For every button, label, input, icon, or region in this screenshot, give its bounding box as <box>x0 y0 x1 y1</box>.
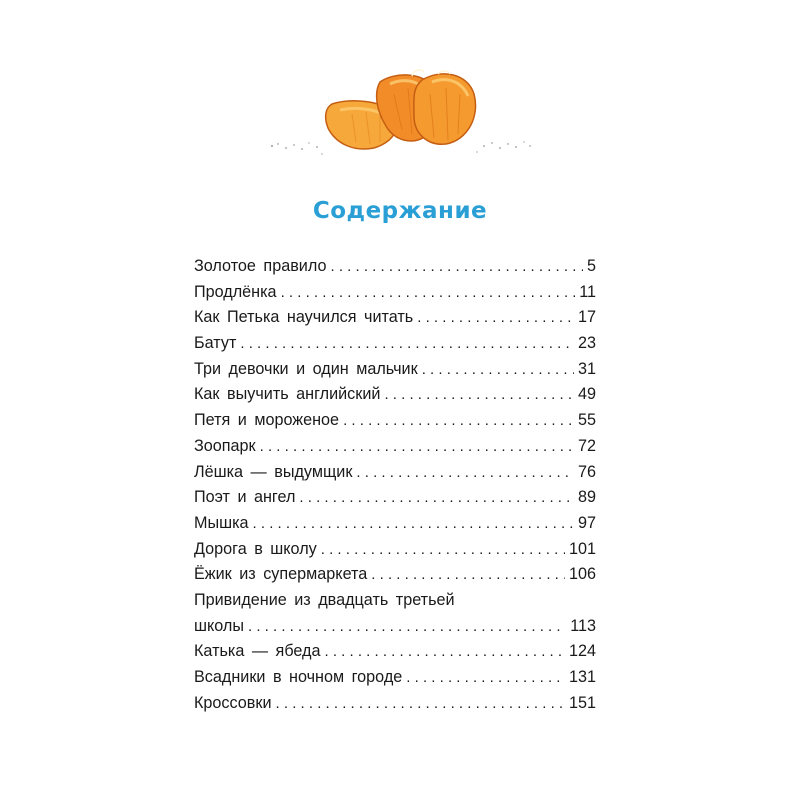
toc-entry-page-number: 5 <box>586 257 596 275</box>
toc-entry-page-number: 151 <box>568 693 596 712</box>
toc-entry-title: Три девочки и один мальчик <box>194 359 418 378</box>
dot-leader <box>384 382 574 408</box>
toc-entry-title: Поэт и ангел <box>194 488 296 507</box>
dot-leader <box>276 691 565 717</box>
dot-leader <box>371 562 565 588</box>
toc-entry <box>194 382 596 408</box>
toc-entry-title: Катька — ябеда <box>194 642 321 661</box>
toc-entry <box>194 639 596 665</box>
toc-entry <box>194 331 596 357</box>
toc-entry-title-continued: школы <box>194 616 244 635</box>
toc-entry-title: Ёжик из супермаркета <box>194 565 368 584</box>
table-of-contents <box>194 254 596 716</box>
toc-entry <box>194 408 596 434</box>
toc-entry-page-number: 55 <box>577 411 596 430</box>
dot-leader <box>321 537 565 563</box>
dot-leader <box>406 665 565 691</box>
dot-leader <box>253 511 574 537</box>
toc-entry-title: Зоопарк <box>194 436 256 455</box>
toc-entry-page-number: 101 <box>568 539 596 558</box>
speckles <box>271 141 531 154</box>
dot-leader <box>260 434 574 460</box>
toc-entry-title: Золотое правило <box>194 257 327 275</box>
toc-entry-page-number: 106 <box>568 565 596 584</box>
toc-entry-page-number: 76 <box>577 462 596 481</box>
toc-entry-page-number: 72 <box>577 436 596 455</box>
toc-entry-title: Кроссовки <box>194 693 272 712</box>
toc-entry <box>194 305 596 331</box>
mandarin-segment-right <box>414 74 476 144</box>
mandarin-segments-illustration <box>262 64 538 164</box>
toc-entry-page-number: 89 <box>577 488 596 507</box>
toc-entry-title: Продлёнка <box>194 282 277 301</box>
toc-entry <box>194 485 596 511</box>
toc-entry-page-number: 113 <box>570 616 596 635</box>
toc-entry <box>194 460 596 486</box>
toc-entry <box>194 280 596 306</box>
dot-leader <box>356 460 574 486</box>
toc-entry-title: Всадники в ночном городе <box>194 668 403 687</box>
toc-entry-page-number: 31 <box>577 359 596 378</box>
toc-entry <box>194 434 596 460</box>
page-title: Содержание <box>312 198 488 224</box>
toc-entry <box>194 357 596 383</box>
dot-leader <box>417 305 574 331</box>
toc-entry-title: Батут <box>194 334 237 353</box>
dot-leader <box>325 639 565 665</box>
toc-entry-title: Как выучить английский <box>194 385 381 404</box>
toc-entry-title: Дорога в школу <box>194 539 317 558</box>
toc-entry-title: Лёшка — выдумщик <box>194 462 353 481</box>
toc-entry-title: Мышка <box>194 513 249 532</box>
toc-entry <box>194 562 596 588</box>
toc-entry-page-number: 23 <box>577 334 596 353</box>
toc-entry-title: Петя и мороженое <box>194 411 340 430</box>
dot-leader <box>343 408 574 434</box>
dot-leader <box>240 331 574 357</box>
toc-entry-page-number: 11 <box>579 282 596 301</box>
toc-entry-title: Привидение из двадцать третьей <box>194 590 455 609</box>
dot-leader <box>299 485 574 511</box>
dot-leader <box>422 357 574 383</box>
toc-entry <box>194 254 596 280</box>
toc-entry <box>194 691 596 717</box>
dot-leader <box>248 614 566 640</box>
toc-entry-page-number: 49 <box>577 385 596 404</box>
toc-entry-title: Как Петька научился читать <box>194 308 414 327</box>
toc-entry-page-number: 131 <box>568 668 596 687</box>
toc-entry <box>194 588 596 639</box>
toc-entry <box>194 537 596 563</box>
dot-leader <box>330 254 583 280</box>
toc-entry <box>194 511 596 537</box>
toc-entry <box>194 665 596 691</box>
toc-entry-page-number: 17 <box>577 308 596 327</box>
dot-leader <box>281 280 576 306</box>
toc-entry-page-number: 124 <box>568 642 596 661</box>
toc-entry-page-number: 97 <box>577 513 596 532</box>
